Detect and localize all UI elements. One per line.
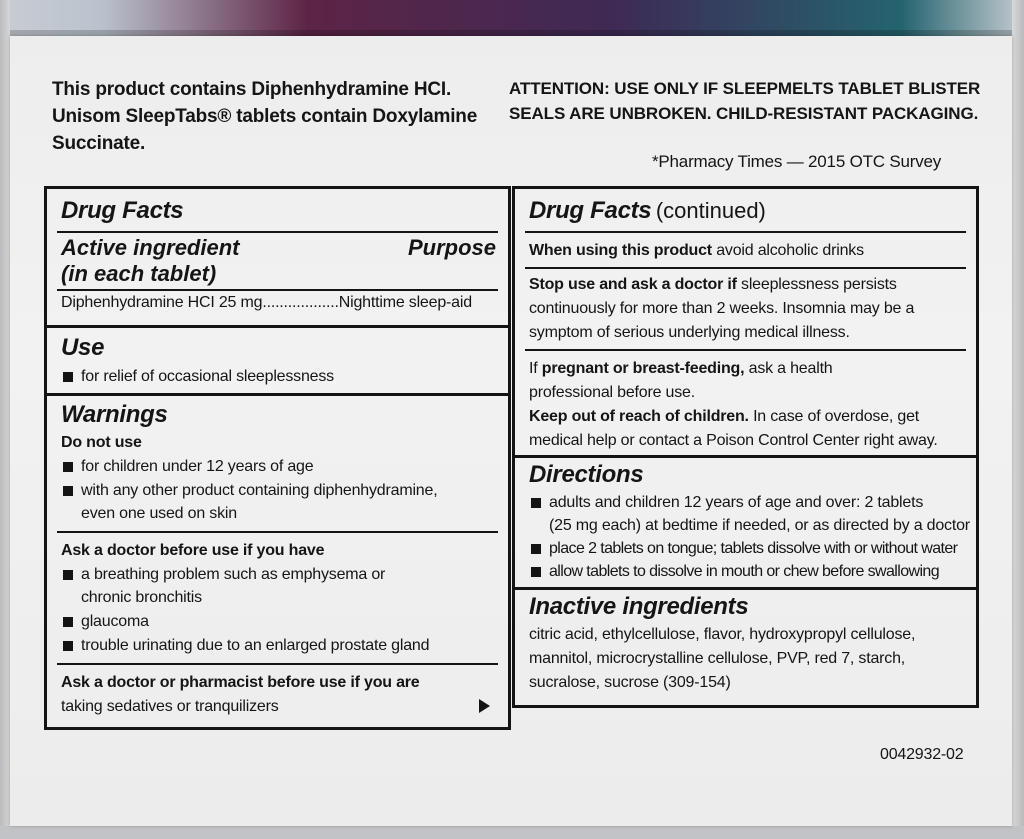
- divider: [525, 267, 966, 269]
- pregnant-line: [529, 357, 833, 380]
- directions-title: Directions: [529, 461, 644, 488]
- drug-facts-continued-title: [529, 197, 766, 225]
- stop-use-text: sleeplessness persists: [741, 276, 897, 293]
- do-not-use-heading: Do not use: [61, 434, 142, 451]
- directions-item-cont: (25 mg each) at bedtime if needed, or as directed by a doctor: [549, 517, 970, 534]
- inactive-ingredients-title: Inactive ingredients: [529, 593, 749, 620]
- stop-use-label: Stop use and ask a doctor if: [529, 276, 737, 293]
- ingredient-row: [61, 291, 501, 314]
- divider: [57, 231, 498, 233]
- divider: [525, 231, 966, 233]
- directions-item: allow tablets to dissolve in mouth or chew before swallowing: [529, 560, 939, 583]
- inactive-ingredients-line: sucralose, sucrose (309-154): [529, 674, 731, 691]
- continued-label: (continued): [655, 198, 766, 223]
- do-not-use-item-cont: even one used on skin: [81, 505, 237, 522]
- box-bottom-edge: [0, 826, 1024, 839]
- product-code: 0042932-02: [880, 746, 964, 763]
- when-using-label: When using this product: [529, 242, 712, 259]
- box-left-edge: [0, 0, 10, 839]
- continue-arrow-icon: [479, 699, 490, 713]
- directions-item: adults and children 12 years of age and over: 2 tablets: [529, 491, 923, 514]
- section-divider: [47, 325, 508, 328]
- ask-doctor-item-cont: chronic bronchitis: [81, 589, 202, 606]
- pregnant-text-2: professional before use.: [529, 384, 695, 401]
- pregnant-label: pregnant or breast-feeding,: [541, 360, 745, 377]
- keep-out-text: In case of overdose, get: [753, 408, 920, 425]
- box-right-edge: [1012, 0, 1024, 839]
- section-divider: [515, 587, 976, 590]
- section-divider: [515, 455, 976, 458]
- right-title: Drug Facts: [529, 197, 652, 224]
- pregnant-prefix: If: [529, 360, 538, 377]
- pregnant-text: ask a health: [748, 360, 833, 377]
- ask-doctor-heading: Ask a doctor before use if you have: [61, 542, 325, 559]
- when-using-text: avoid alcoholic drinks: [716, 242, 864, 259]
- do-not-use-item: for children under 12 years of age: [61, 455, 313, 478]
- use-title: Use: [61, 334, 105, 361]
- ingredient-purpose: Nighttime sleep-aid: [338, 294, 472, 311]
- ask-pharmacist-text: taking sedatives or tranquilizers: [61, 698, 279, 715]
- use-item: for relief of occasional sleeplessness: [61, 365, 334, 388]
- ask-doctor-item: a breathing problem such as emphysema or: [61, 563, 385, 586]
- intro-text: This product contains Diphenhydramine HCI. Unisom SleepTabs® tablets contain Doxylamine Succinate.: [52, 79, 478, 154]
- divider: [525, 349, 966, 351]
- footnote-text: *Pharmacy Times — 2015 OTC Survey: [652, 152, 942, 171]
- do-not-use-item: with any other product containing diphenhydramine,: [61, 479, 437, 502]
- keep-out-label: Keep out of reach of children.: [529, 408, 749, 425]
- inactive-ingredients-line: mannitol, microcrystalline cellulose, PVP, red 7, starch,: [529, 650, 906, 667]
- drug-facts-title: Drug Facts: [61, 197, 184, 224]
- ask-doctor-item: glaucoma: [61, 610, 149, 633]
- in-each-tablet-heading: (in each tablet): [61, 261, 217, 286]
- ingredient-name: Diphenhydramine HCI 25 mg: [61, 294, 263, 311]
- drug-facts-right-panel: [512, 186, 979, 708]
- stop-use-line: [529, 273, 897, 296]
- keep-out-line: [529, 405, 919, 428]
- attention-text: ATTENTION: USE ONLY IF SLEEPMELTS TABLET BLISTER SEALS ARE UNBROKEN. CHILD-RESISTANT PACKAGING.: [509, 79, 981, 123]
- ask-doctor-item: trouble urinating due to an enlarged prostate gland: [61, 634, 429, 657]
- purpose-heading: Purpose: [407, 235, 496, 260]
- divider: [57, 663, 498, 665]
- keep-out-text-2: medical help or contact a Poison Control Center right away.: [529, 432, 938, 449]
- active-ingredient-heading: Active ingredient: [61, 235, 240, 260]
- warnings-title: Warnings: [61, 401, 168, 428]
- ask-pharmacist-heading: Ask a doctor or pharmacist before use if you are: [61, 674, 420, 691]
- drug-facts-left-panel: [44, 186, 511, 730]
- stop-use-text-2: continuously for more than 2 weeks. Insomnia may be a: [529, 300, 915, 317]
- section-divider: [47, 393, 508, 396]
- leader-dots: ..................: [262, 294, 339, 311]
- inactive-ingredients-line: citric acid, ethylcellulose, flavor, hydroxypropyl cellulose,: [529, 626, 916, 643]
- divider: [57, 531, 498, 533]
- when-using-line: [529, 239, 864, 262]
- stop-use-text-3: symptom of serious underlying medical illness.: [529, 324, 850, 341]
- directions-item: place 2 tablets on tongue; tablets dissolve with or without water: [529, 537, 957, 560]
